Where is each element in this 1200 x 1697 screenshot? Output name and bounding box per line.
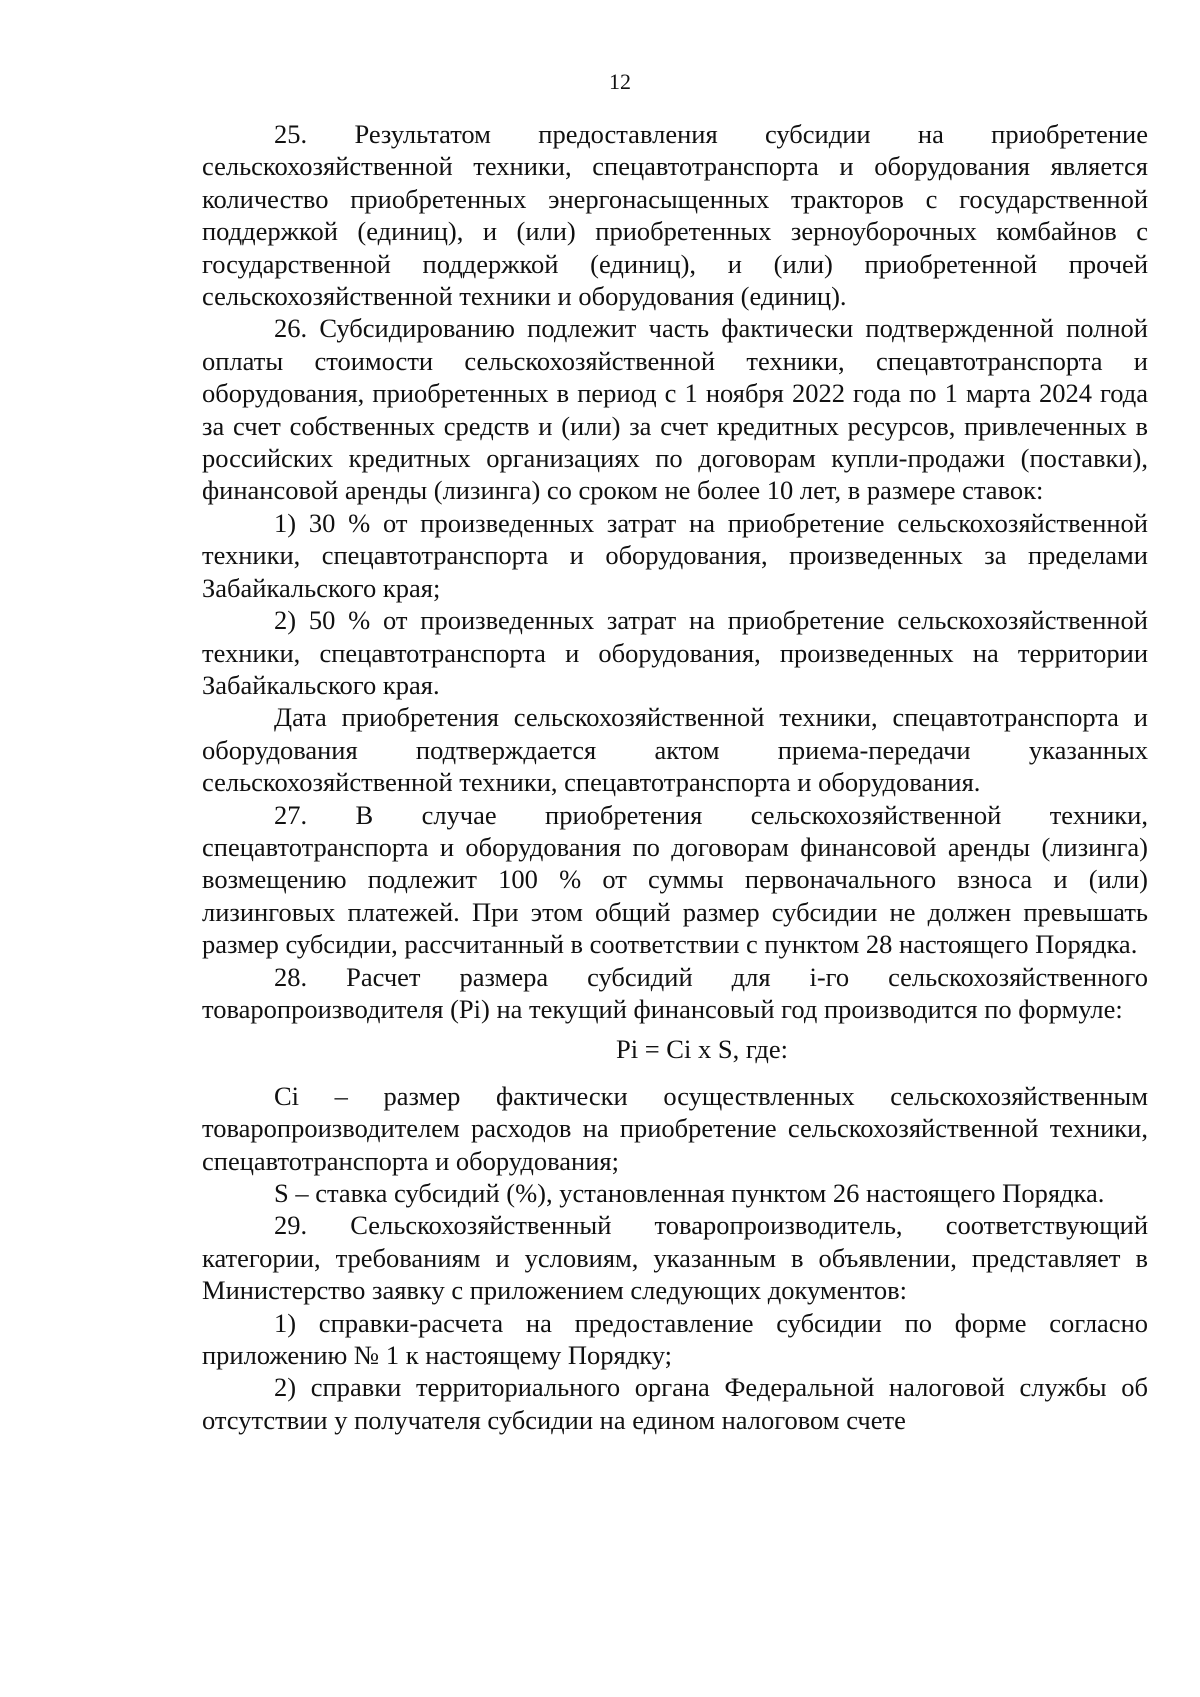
paragraph-item-26: 26. Субсидированию подлежит часть фактически подтвержденной полной оплаты стоимости сельскохозяйственной техники, спецавтотранспорта и оборудования, приобретенных в период с 1 ноября 2022 года по 1 марта 2024 года за счет собственных средств и (или) за счет кредитных ресурсов, привлеченных в российских кредитных организациях по договорам купли-продажи (поставки), финансовой аренды (лизинга) со сроком не более 10 лет, в размере ставок: <box>202 313 1148 506</box>
definition-s: S – ставка субсидий (%), установленная пунктом 26 настоящего Порядка. <box>274 1178 1105 1208</box>
formula: Pi = Ci x S, где: <box>616 1034 788 1065</box>
list-item-rate-50: 2) 50 % от произведенных затрат на приобретение сельскохозяйственной техники, спецавтотранспорта и оборудования, произведенных на территории Забайкальского края. <box>202 605 1148 700</box>
paragraph-item-27: 27. В случае приобретения сельскохозяйственной техники, спецавтотранспорта и оборудования по договорам финансовой аренды (лизинга) возмещению подлежит 100 % от суммы первоначального взноса и (или) лизинговых платежей. При этом общий размер субсидии не должен превышать размер субсидии, рассчитанный в соответствии с пунктом 28 настоящего Порядка. <box>202 799 1148 960</box>
page-number: 12 <box>609 69 631 94</box>
paragraph-item-25: 25. Результатом предоставления субсидии на приобретение сельскохозяйственной техники, спецавтотранспорта и оборудования является количество приобретенных энергонасыщенных тракторов с государственной поддержкой (единиц), и (или) приобретенных зерноуборочных комбайнов с государственной поддержкой (единиц), и (или) приобретенной прочей сельскохозяйственной техники и оборудования (единиц). <box>202 119 1148 312</box>
paragraph-item-29: 29. Сельскохозяйственный товаропроизводитель, соответствующий категории, требованиям и условиям, указанным в объявлении, представляет в Министерство заявку с приложением следующих документов: <box>202 1210 1148 1306</box>
list-item-rate-30: 1) 30 % от произведенных затрат на приобретение сельскохозяйственной техники, спецавтотранспорта и оборудования, произведенных за пределами Забайкальского края; <box>202 507 1148 603</box>
paragraph-purchase-date: Дата приобретения сельскохозяйственной техники, спецавтотранспорта и оборудования подтверждается актом приема-передачи указанных сельскохозяйственной техники, спецавтотранспорта и оборудования. <box>202 702 1148 798</box>
list-item-document-2: 2) справки территориального органа Федеральной налоговой службы об отсутствии у получателя субсидии на едином налоговом счете <box>202 1372 1148 1435</box>
paragraph-item-28: 28. Расчет размера субсидий для i-го сельскохозяйственного товаропроизводителя (Pi) на текущий финансовый год производится по формуле: <box>202 961 1148 1024</box>
list-item-document-1: 1) справки-расчета на предоставление субсидии по форме согласно приложению № 1 к настоящему Порядку; <box>202 1307 1148 1371</box>
document-body <box>202 118 1148 1436</box>
definition-ci: Ci – размер фактически осуществленных сельскохозяйственным товаропроизводителем расходов на приобретение сельскохозяйственной техники, спецавтотранспорта и оборудования; <box>202 1080 1148 1176</box>
